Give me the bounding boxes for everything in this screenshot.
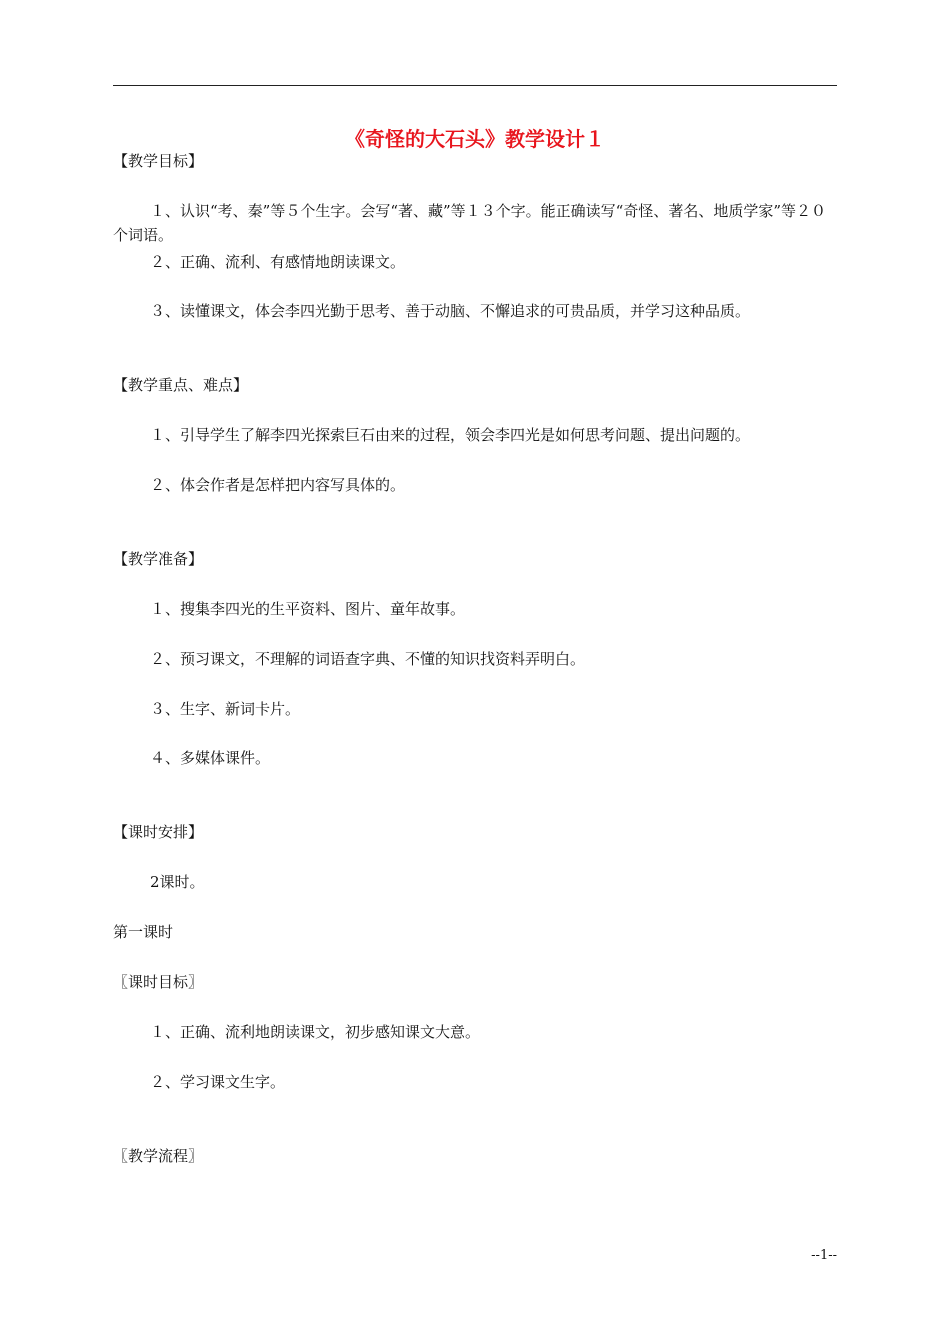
preparation-item-3: ３、生字、新词卡片。 bbox=[150, 700, 301, 718]
objective-item-1: １、认识“考、秦”等５个生字。会写“著、藏”等１３个字。能正确读写“奇怪、著名、地质学家”等２０个词语。 bbox=[113, 202, 827, 244]
preparation-item-2: ２、预习课文，不理解的词语查字典、不懂的知识找资料弄明白。 bbox=[150, 650, 586, 668]
preparation-item-4: ４、多媒体课件。 bbox=[150, 749, 271, 767]
objective-item-3: ３、读懂课文，体会李四光勤于思考、善于动脑、不懈追求的可贵品质，并学习这种品质。 bbox=[150, 302, 751, 320]
key-point-item-1: １、引导学生了解李四光探索巨石由来的过程，领会李四光是如何思考问题、提出问题的。 bbox=[150, 426, 751, 444]
lesson-goal-item-1: １、正确、流利地朗读课文，初步感知课文大意。 bbox=[150, 1023, 481, 1041]
header-rule bbox=[113, 85, 837, 86]
objectives-heading: 【教学目标】 bbox=[113, 152, 204, 170]
preparation-item-1: １、搜集李四光的生平资料、图片、童年故事。 bbox=[150, 600, 466, 618]
first-lesson-heading: 第一课时 bbox=[113, 923, 174, 941]
schedule-heading: 【课时安排】 bbox=[113, 823, 204, 841]
page-number: --1-- bbox=[811, 1248, 837, 1263]
key-point-item-2: ２、体会作者是怎样把内容写具体的。 bbox=[150, 476, 406, 494]
lesson-goals-heading: 〖课时目标〗 bbox=[113, 973, 204, 991]
document-title: 《奇怪的大石头》教学设计１ bbox=[345, 127, 605, 151]
lesson-goal-item-2: ２、学习课文生字。 bbox=[150, 1073, 286, 1091]
key-points-heading: 【教学重点、难点】 bbox=[113, 376, 249, 394]
schedule-text: 2课时。 bbox=[150, 873, 205, 891]
preparation-heading: 【教学准备】 bbox=[113, 550, 204, 568]
objective-item-2: ２、正确、流利、有感情地朗读课文。 bbox=[150, 253, 406, 271]
process-heading: 〖教学流程〗 bbox=[113, 1147, 204, 1165]
